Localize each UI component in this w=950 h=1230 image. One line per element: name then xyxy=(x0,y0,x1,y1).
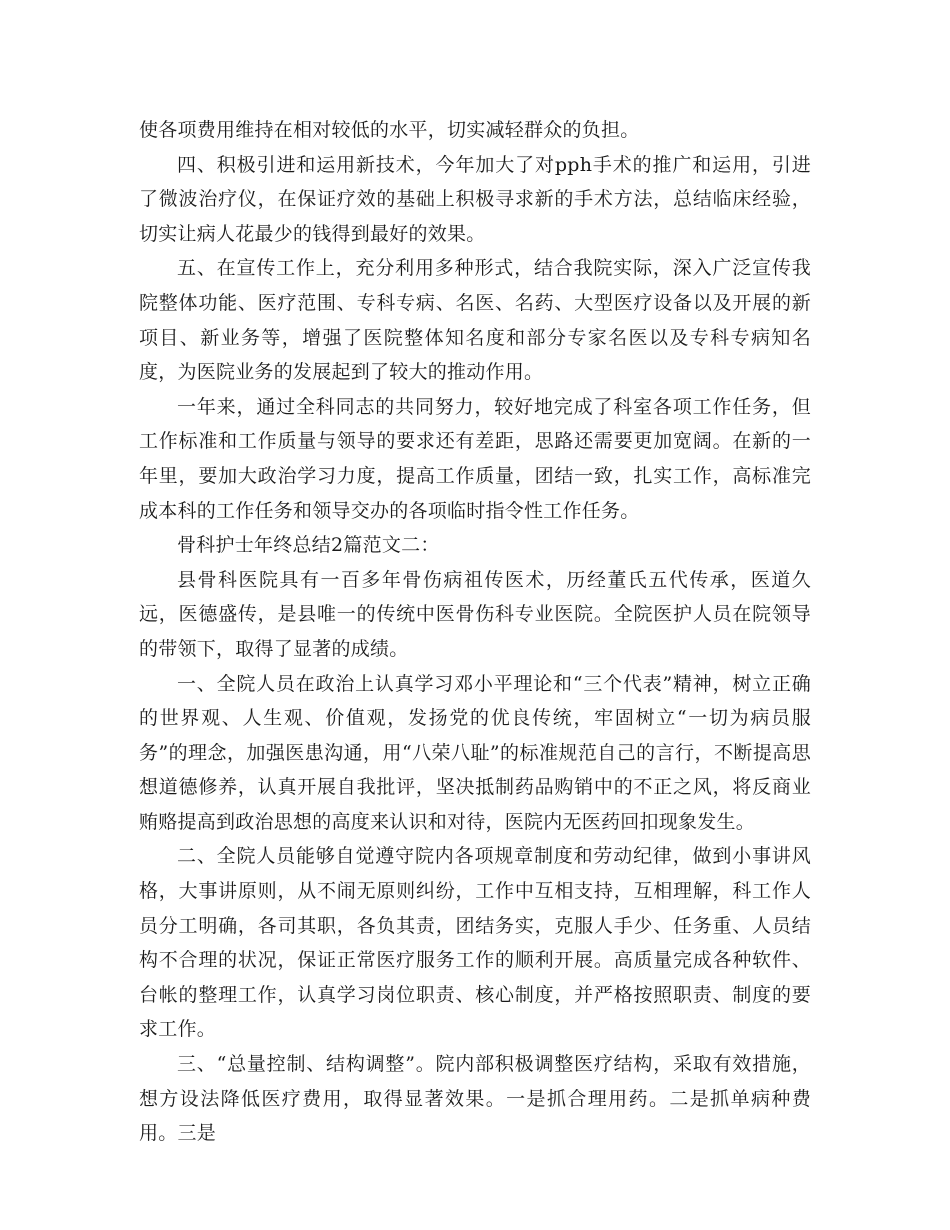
document-body xyxy=(139,113,811,1151)
paragraph-publicity: 五、在宣传工作上，充分利用多种形式，结合我院实际，深入广泛宣传我院整体功能、医疗范围、专科专病、名医、名药、大型医疗设备以及开展的新项目、新业务等，增强了医院整体知名度和部分专家名医以及专科专病知名度，为医院业务的发展起到了较大的推动作用。 xyxy=(139,257,811,384)
paragraph-discipline: 二、全院人员能够自觉遵守院内各项规章制度和劳动纪律，做到小事讲风格，大事讲原则，从不闹无原则纠纷，工作中互相支持，互相理解，科工作人员分工明确，各司其职，各负其责，团结务实，克服人手少、任务重、人员结构不合理的状况，保证正常医疗服务工作的顺利开展。高质量完成各种软件、台帐的整理工作，认真学习岗位职责、核心制度，并严格按照职责、制度的要求工作。 xyxy=(139,845,811,1041)
paragraph-political-study: 一、全院人员在政治上认真学习邓小平理论和“三个代表”精神，树立正确的世界观、人生观、价值观，发扬党的优良传统，牢固树立“一切为病员服务”的理念，加强医患沟通，用“八荣八耻”的标准规范自己的言行，不断提高思想道德修养，认真开展自我批评，坚决抵制药品购销中的不正之风，将反商业贿赂提高到政治思想的高度来认识和对待，医院内无医药回扣现象发生。 xyxy=(139,672,811,833)
paragraph-continuation: 使各项费用维持在相对较低的水平，切实减轻群众的负担。 xyxy=(139,119,640,141)
paragraph-new-technology: 四、积极引进和运用新技术，今年加大了对pph手术的推广和运用，引进了微波治疗仪，在保证疗效的基础上积极寻求新的手术方法，总结临床经验，切实让病人花最少的钱得到最好的效果。 xyxy=(139,153,811,245)
paragraph-year-summary: 一年来，通过全科同志的共同努力，较好地完成了科室各项工作任务，但工作标准和工作质量与领导的要求还有差距，思路还需要更加宽阔。在新的一年里，要加大政治学习力度，提高工作质量，团结一致，扎实工作，高标准完成本科的工作任务和领导交办的各项临时指令性工作任务。 xyxy=(139,395,811,522)
paragraph-cost-control: 三、“总量控制、结构调整”。院内部积极调整医疗结构，采取有效措施，想方设法降低医疗费用，取得显著效果。一是抓合理用药。二是抓单病种费用。三是 xyxy=(139,1053,811,1145)
paragraph-hospital-intro: 县骨科医院具有一百多年骨伤病祖传医术，历经董氏五代传承，医道久远，医德盛传，是县唯一的传统中医骨伤科专业医院。全院医护人员在院领导的带领下，取得了显著的成绩。 xyxy=(139,568,811,660)
section-heading-sample-two: 骨科护士年终总结2篇范文二： xyxy=(177,534,440,557)
